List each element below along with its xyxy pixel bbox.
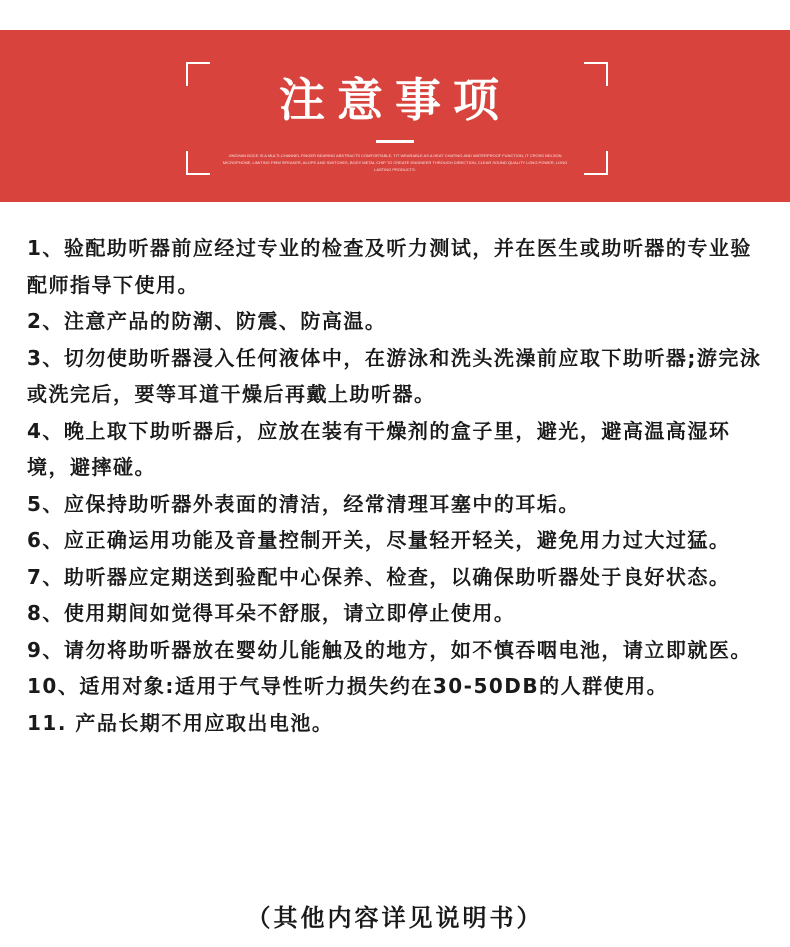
corner-bracket-bottom-left: [186, 151, 210, 175]
note-item-5: 5、应保持助听器外表面的清洁，经常清理耳塞中的耳垢。: [27, 491, 580, 516]
note-item-1: 1、验配助听器前应经过专业的检查及听力测试，并在医生或助听器的专业验配师指导下使用。: [27, 236, 752, 297]
page-title: 注意事项: [279, 73, 511, 127]
note-item-9: 9、请勿将助听器放在婴幼儿能触及的地方，如不慎吞咽电池，请立即就医。: [27, 637, 752, 662]
note-item-2: 2、注意产品的防潮、防震、防高温。: [27, 309, 387, 333]
note-item-8: 8、使用期间如觉得耳朵不舒服，请立即停止使用。: [27, 601, 516, 625]
corner-bracket-bottom-right: [584, 151, 608, 175]
note-item-3: 3、切勿使助听器浸入任何液体中，在游泳和洗头洗澡前应取下助听器;游完泳或洗完后，要等耳道干燥后再戴上助听器。: [27, 345, 762, 406]
note-item-4: 4、晚上取下助听器后，应放在装有干燥剂的盒子里，避光，避高温高湿环境，避摔碰。: [27, 418, 731, 479]
banner-fineprint: JINGHAN BOCE IS A MULTI-CHANNEL FINGER BEARING ABSTRACTS COMFORTABLE, TIT WEARABLE AS A HEAT CHATING AND WATERPROOF FUNCTION, IT CROSS NELSON MICROPHONE, LIMITING FIRM SPEAKER, ALOPE AND SWITCHES, BODY METAL CHIP TO CREATE ENGINEER THROUGH DIRECTION, CLEAR SOUND QUALITY LONG POWER, LONG LASTING PRODUCTS.: [222, 153, 568, 172]
title-banner: [0, 30, 790, 202]
title-underline: [376, 140, 414, 143]
top-margin: [0, 0, 790, 30]
note-item-7: 7、助听器应定期送到验配中心保养、检查，以确保助听器处于良好状态。: [27, 564, 731, 589]
see-manual-note: （其他内容详见说明书）: [246, 904, 544, 932]
note-item-11: 11. 产品长期不用应取出电池。: [27, 710, 334, 735]
precautions-list: [27, 230, 767, 741]
note-item-6: 6、应正确运用功能及音量控制开关，尽量轻开轻关，避免用力过大过猛。: [27, 528, 731, 552]
note-item-10: 10、适用对象:适用于气导性听力损失约在30-50DB的人群使用。: [27, 674, 669, 698]
